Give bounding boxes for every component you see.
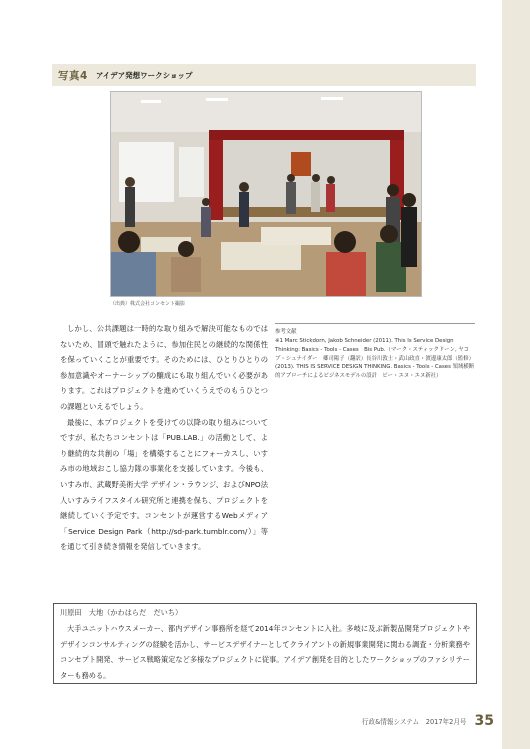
workshop-photo — [110, 91, 422, 297]
figure-title: アイデア発想ワークショップ — [95, 70, 193, 80]
main-column — [60, 321, 268, 555]
reference-text: ※1 Marc Stickdorn, Jakob Schneider (2011). This Is Service Design Thinking: Basics - Tools - Cases Bis Pub.（マーク・スティックドーン, ヤコブ・シュナイダー 郷司陽子（翻訳）長谷川敦士・武山政直・渡邊康太郎（監修）(2013). THIS IS SERVICE DESIGN THINKING. Basics - Tools - Cases 領域横断的アプローチによるビジネスモデルの設計 ビー・エヌ・エヌ新社） — [275, 338, 475, 380]
side-band — [502, 0, 530, 749]
reference-title: 参考文献 — [275, 329, 297, 335]
journal-name: 行政&情報システム 2017年2月号 — [361, 718, 467, 726]
photo-credit: （出典）株式会社コンセント撮影 — [110, 301, 186, 307]
author-bio-text: 大手ユニットハウスメーカー、都内デザイン事務所を経て2014年コンセントに入社。多岐に及ぶ新製品開発プロジェクトやデザインコンサルティングの経験を活かし、サービスデザイナーとしてクライアントの新規事業開発に関わる調査・分析業務やコンセプト開発、サービス戦略策定など多様なプロジェクトに従事。アイデア創発を目的としたワークショップのファシリテーターも務める。 — [60, 624, 470, 680]
figure-header — [52, 64, 476, 86]
reference-box — [275, 323, 475, 381]
page-number: 35 — [474, 713, 494, 729]
author-bio-box — [53, 603, 477, 684]
body-paragraph: しかし、公共課題は一時的な取り組みで解決可能なものではないため、冒頭で触れたように、参加住民との継続的な関係性を保っていくことが重要です。そのためには、ひとりひとりの参加意識やオーナーシップの醸成にも取り組んでいく必要があります。これはプロジェクトを進めていくうえでのもうひとつの課題といえるでしょう。 — [60, 324, 268, 411]
page-footer — [318, 712, 494, 730]
author-name: 川原田 大地（かわはらだ だいち） — [60, 608, 183, 617]
figure-label: 写真4 — [58, 69, 88, 82]
body-paragraph: 最後に、本プロジェクトを受けての以降の取り組みについてですが、私たちコンセントは「PUB.LAB.」の活動として、より継続的な共創の「場」を構築することにフォーカスし、いすみ市の地域おこし協力隊の事業化を支援しています。今後も、いすみ市、武蔵野美術大学 デザイン・ラウンジ、およびNPO法人いすみライフスタイル研究所と連携を保ち、プロジェクトを継続していく予定です。コンセントが運営するWebメディア「Service Design Park（http://sd-park.tumblr.com/）」等を通じて引き続き情報を発信していきます。 — [60, 417, 268, 552]
